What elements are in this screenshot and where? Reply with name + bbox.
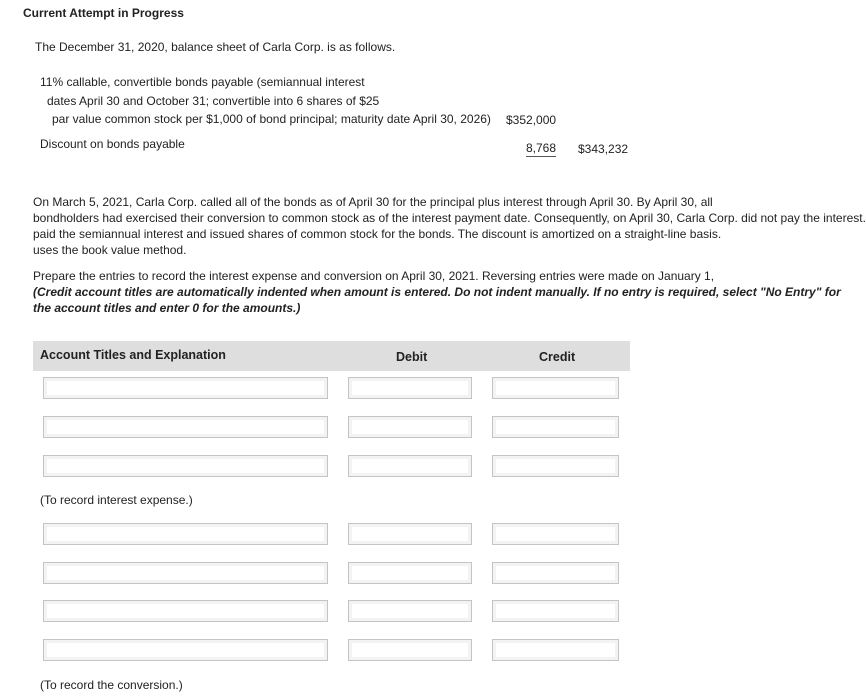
conversion-credit-input-4[interactable] <box>492 639 619 661</box>
conversion-account-input-2[interactable] <box>43 562 328 584</box>
interest-account-input-1[interactable] <box>43 377 328 399</box>
instructions-line-1: Prepare the entries to record the interest expense and conversion on April 30, 2021. Reversing entries were made on January 1, <box>33 269 715 283</box>
scenario-line-4: uses the book value method. <box>33 243 187 257</box>
scenario-line-1: On March 5, 2021, Carla Corp. called all of the bonds as of April 30 for the principal plus interest through April 30. By April 30, all <box>33 195 713 209</box>
scenario-paragraph <box>33 194 866 258</box>
interest-entry-caption: (To record interest expense.) <box>40 493 193 507</box>
conversion-account-input-4[interactable] <box>43 639 328 661</box>
interest-credit-input-3[interactable] <box>492 455 619 477</box>
discount-label: Discount on bonds payable <box>40 137 185 151</box>
conversion-account-input-1[interactable] <box>43 523 328 545</box>
bonds-amount: $352,000 <box>506 113 557 127</box>
conversion-credit-input-3[interactable] <box>492 600 619 622</box>
interest-account-input-2[interactable] <box>43 416 328 438</box>
instructions-line-2: (Credit account titles are automatically indented when amount is entered. Do not indent manually. If no entry is required, select "No Entry" for <box>33 285 841 299</box>
interest-debit-input-2[interactable] <box>348 416 472 438</box>
interest-debit-input-1[interactable] <box>348 377 472 399</box>
conversion-debit-input-3[interactable] <box>348 600 472 622</box>
bonds-description-line-2: dates April 30 and October 31; convertible into 6 shares of $25 <box>47 94 380 108</box>
intro-text: The December 31, 2020, balance sheet of Carla Corp. is as follows. <box>35 40 396 54</box>
conversion-entry-caption: (To record the conversion.) <box>40 678 183 692</box>
bonds-description-line-3: par value common stock per $1,000 of bond principal; maturity date April 30, 2026) <box>52 112 491 126</box>
interest-debit-input-3[interactable] <box>348 455 472 477</box>
conversion-debit-input-1[interactable] <box>348 523 472 545</box>
interest-credit-input-2[interactable] <box>492 416 619 438</box>
instructions-line-3: the account titles and enter 0 for the amounts.) <box>33 301 301 315</box>
interest-credit-input-1[interactable] <box>492 377 619 399</box>
conversion-debit-input-2[interactable] <box>348 562 472 584</box>
conversion-credit-input-2[interactable] <box>492 562 619 584</box>
conversion-credit-input-1[interactable] <box>492 523 619 545</box>
scenario-line-2: bondholders had exercised their conversion to common stock as of the interest payment date. Consequently, on April 30, Carla Corp. did not pay the interest. <box>33 211 866 225</box>
instructions-paragraph <box>33 268 841 316</box>
conversion-account-input-3[interactable] <box>43 600 328 622</box>
column-header-debit: Debit <box>396 350 428 364</box>
scenario-line-3: paid the semiannual interest and issued shares of common stock for the bonds. The discount is amortized on a straight-line basis. <box>33 227 722 241</box>
net-bonds-amount: $343,232 <box>578 142 629 156</box>
column-header-credit: Credit <box>539 350 576 364</box>
page-title: Current Attempt in Progress <box>23 6 184 20</box>
column-header-account: Account Titles and Explanation <box>40 348 226 362</box>
discount-amount: 8,768 <box>526 141 557 155</box>
conversion-debit-input-4[interactable] <box>348 639 472 661</box>
interest-account-input-3[interactable] <box>43 455 328 477</box>
journal-table-header <box>33 341 630 371</box>
bonds-description-line-1: 11% callable, convertible bonds payable (semiannual interest <box>40 75 365 89</box>
